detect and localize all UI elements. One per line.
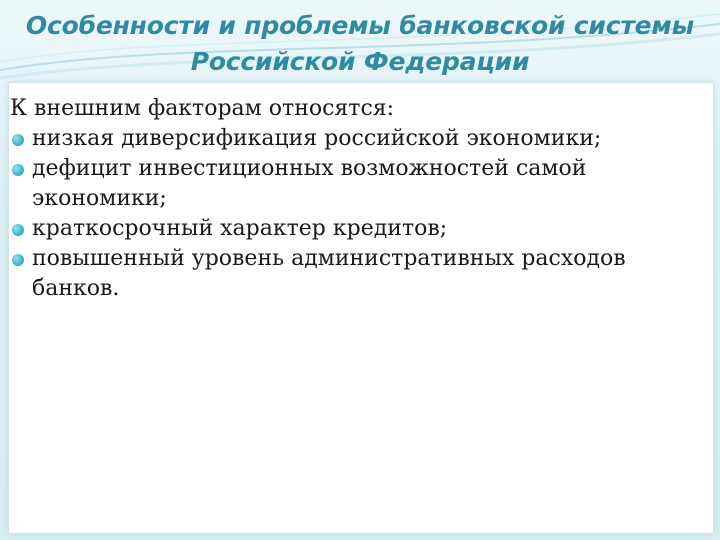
bullet-icon <box>12 164 24 176</box>
bullet-icon <box>12 134 24 146</box>
bullet-text: краткосрочный характер кредитов; <box>32 216 448 241</box>
bullet-text: повышенный уровень административных расходов банков. <box>32 246 626 301</box>
bullet-list <box>8 124 698 304</box>
bullet-text: низкая диверсификация российской экономики; <box>32 126 602 151</box>
intro-text: К внешним факторам относятся: <box>10 96 395 121</box>
slide-body <box>8 94 698 304</box>
bullet-icon <box>12 254 24 266</box>
bullet-icon <box>12 224 24 236</box>
title-line-2: Российской Федерации <box>190 47 530 76</box>
slide-title <box>0 8 720 80</box>
title-line-1: Особенности и проблемы банковской системы <box>25 11 695 40</box>
list-item <box>8 124 698 154</box>
list-item <box>8 214 698 244</box>
list-item <box>8 154 698 214</box>
bullet-text: дефицит инвестиционных возможностей самой экономики; <box>32 156 587 211</box>
list-item <box>8 244 698 304</box>
